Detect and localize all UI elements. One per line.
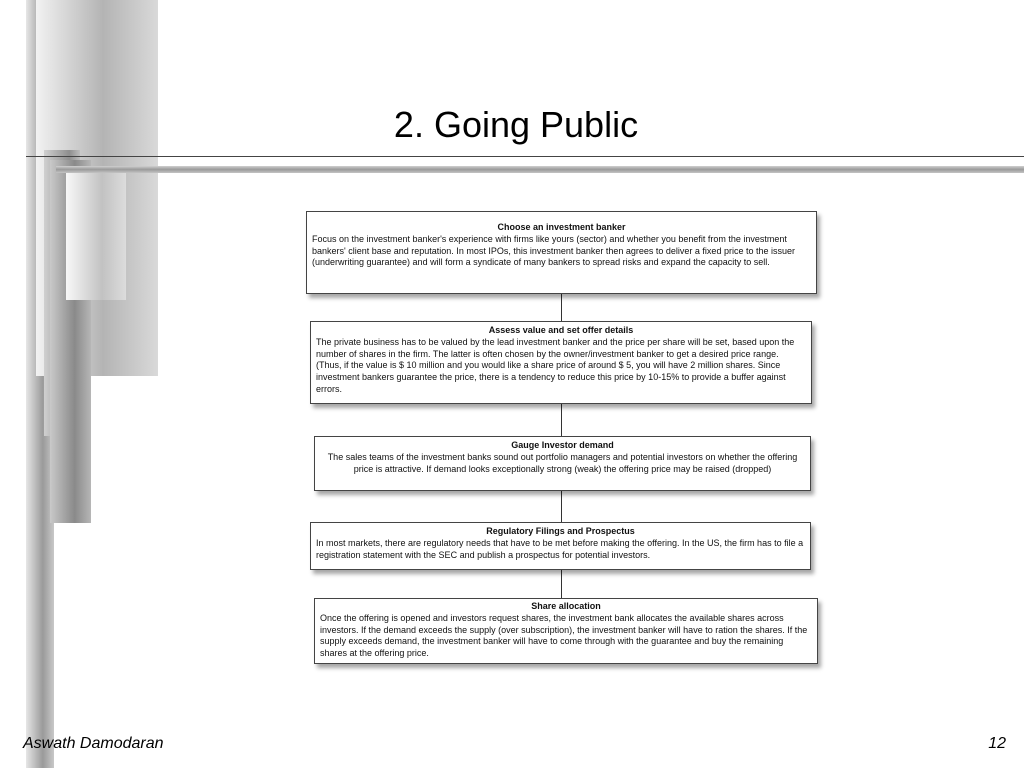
decor-bar [66,172,126,300]
title-underline-bar [56,166,1024,173]
step-box-share-allocation [314,598,818,664]
page-number: 12 [988,735,1006,752]
step-heading: Gauge Investor demand [511,440,614,450]
step-box-regulatory-filings [310,522,811,570]
flow-connector [561,570,562,598]
step-text: The sales teams of the investment banks sound out portfolio managers and potential investors on whether the offering price is attractive. If demand looks exceptionally strong (weak) the offering price may be raised (dropped) [327,451,798,474]
step-box-choose-banker [306,211,817,294]
footer-author: Aswath Damodaran [23,735,164,752]
step-heading: Choose an investment banker [497,222,626,232]
title-divider [26,156,1024,157]
step-box-gauge-demand [314,436,811,491]
flow-connector [561,404,562,436]
step-heading: Share allocation [531,601,601,611]
step-text: In most markets, there are regulatory needs that have to be met before making the offering. In the US, the firm has to file a registration statement with the SEC and publish a prospectus for potential investors. [316,537,804,560]
flow-connector [561,294,562,321]
step-box-assess-value [310,321,812,404]
step-text: Focus on the investment banker's experience with firms like yours (sector) and whether you benefit from the investment bankers' client base and reputation. In most IPOs, this investment banker then agrees to deliver a fixed price to the issuer (underwriting guarantee) and will form a syndicate of many bankers to spread risks and expand the capacity to sell. [312,233,795,268]
step-text: Once the offering is opened and investors request shares, the investment bank allocates the available shares across investors. If the demand exceeds the supply (over subscription), the investment banker will have to ration the shares. If the supply exceeds demand, the investment banker will have to come through with the guarantee and buy the remaining shares at the offering price. [320,612,808,659]
step-heading: Regulatory Filings and Prospectus [486,526,635,536]
flow-connector [561,491,562,522]
slide-title: 2. Going Public [393,104,639,145]
step-heading: Assess value and set offer details [488,325,634,335]
step-text: The private business has to be valued by the lead investment banker and the price per share will be set, based upon the number of shares in the firm. The latter is often chosen by the owner/investment banker to get a desired price range. (Thus, if the value is $ 10 million and you would like a share price of around $ 5, you will have 2 million shares. Since investment bankers guarantee the price, there is a tendency to reduce this price by 10-15% to provide a buffer against errors. [316,336,795,394]
